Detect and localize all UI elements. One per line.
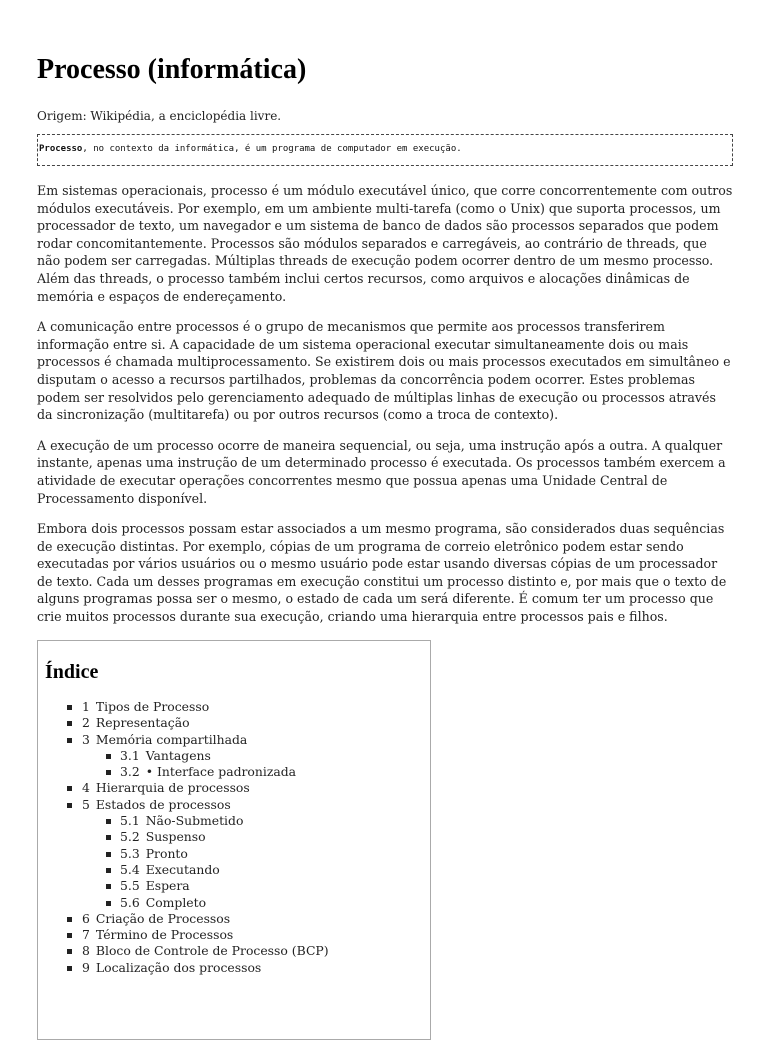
toc-item-number: 5.4 (120, 861, 140, 877)
toc-item-label[interactable]: Estados de processos (95, 796, 231, 812)
toc-item[interactable] (45, 895, 430, 911)
toc-item-label[interactable]: Hierarquia de processos (95, 780, 250, 796)
toc-item-label[interactable]: Memória compartilhada (95, 731, 248, 747)
toc-item-number: 3 (82, 731, 90, 747)
toc-item[interactable] (45, 732, 430, 748)
toc-item-label[interactable]: Executando (145, 861, 220, 877)
page-title: Processo (informática) (37, 54, 307, 85)
definition-text: , no contexto da informática, é um programa de computador em execução. (82, 144, 462, 154)
toc-item-label[interactable]: Bloco de Controle de Processo (BCP) (95, 943, 329, 959)
toc-item[interactable] (45, 927, 430, 943)
toc-item-number: 6 (82, 910, 90, 926)
paragraph-2: A comunicação entre processos é o grupo de mecanismos que permite aos processos transferirem informação entre si. A capacidade de um sistema operacional executar simultaneamente dois ou mais processos é chamada multiprocessamento. Se existirem dois ou mais processos executados em simultâneo e disputam o acesso a recursos partilhados, problemas da concorrência podem ocorrer. Estes problemas podem ser resolvidos pelo gerenciamento adequado de múltiplas linhas de execução ou processos através da sincronização (multitarefa) ou por outros recursos (como a troca de contexto). (37, 319, 731, 423)
toc-item-number: 5.3 (120, 845, 140, 861)
toc-item-label[interactable]: Suspenso (145, 829, 206, 845)
toc-item-number: 8 (82, 943, 90, 959)
toc-item-label[interactable]: Vantagens (145, 747, 211, 763)
toc-item[interactable] (45, 943, 430, 959)
origin-line: Origem: Wikipédia, a enciclopédia livre. (37, 109, 282, 123)
toc-item-number: 7 (82, 927, 90, 943)
toc-item-label[interactable]: Pronto (145, 845, 188, 861)
toc-item-label[interactable]: Completo (145, 894, 207, 910)
toc-item[interactable] (45, 960, 430, 976)
toc-item[interactable] (45, 748, 430, 764)
toc-item-label[interactable]: Representação (95, 715, 190, 731)
toc-item[interactable] (45, 780, 430, 796)
toc-item[interactable] (45, 715, 430, 731)
toc-item-number: 3.2 (120, 764, 140, 780)
toc-item-number: 4 (82, 780, 90, 796)
paragraph-1: Em sistemas operacionais, processo é um módulo executável único, que corre concorrentemente com outros módulos executáveis. Por exemplo, em um ambiente multi-tarefa (como o Unix) que suporta processos, um processador de texto, um navegador e um sistema de banco de dados são processos separados que podem rodar concomitantemente. Processos são módulos separados e carregáveis, ao contrário de threads, que não podem ser carregadas. Múltiplas threads de execução podem ocorrer dentro de um mesmo processo. Além das threads, o processo também inclui certos recursos, como arquivos e alocações dinâmicas de memória e espaços de endereçamento. (37, 183, 733, 304)
toc-item-label[interactable]: Término de Processos (95, 927, 234, 943)
article-body (37, 182, 733, 639)
table-of-contents (37, 640, 431, 1040)
toc-item[interactable] (45, 797, 430, 813)
toc-item-label[interactable]: Tipos de Processo (95, 699, 210, 714)
toc-item[interactable] (45, 911, 430, 927)
toc-item[interactable] (45, 699, 430, 715)
paragraph-4: Embora dois processos possam estar associados a um mesmo programa, são considerados duas sequências de execução distintas. Por exemplo, cópias de um programa de correio eletrônico podem estar sendo executadas por vários usuários ou o mesmo usuário pode estar usando diversas cópias de um processador de texto. Cada um desses programas em execução constitui um processo distinto e, por mais que o texto de alguns programas possa ser o mesmo, o estado de cada um será diferente. É comum ter um processo que crie muitos processos durante sua execução, criando uma hierarquia entre processos pais e filhos. (37, 521, 727, 625)
toc-item-label[interactable]: Criação de Processos (95, 910, 231, 926)
toc-item-number: 5 (82, 796, 90, 812)
toc-item-number: 2 (82, 715, 90, 731)
toc-item[interactable] (45, 846, 430, 862)
toc-item-number: 9 (82, 959, 90, 975)
toc-item[interactable] (45, 878, 430, 894)
toc-item-label[interactable]: Espera (145, 878, 190, 894)
toc-item[interactable] (45, 813, 430, 829)
toc-title: Índice (45, 661, 99, 683)
definition-box (37, 134, 733, 166)
definition-term: Processo (39, 144, 83, 154)
toc-item-number: 5.5 (120, 878, 140, 894)
toc-item[interactable] (45, 829, 430, 845)
toc-item[interactable] (45, 862, 430, 878)
toc-item-label[interactable]: • Interface padronizada (145, 764, 297, 780)
toc-item-number: 5.2 (120, 829, 140, 845)
toc-item-number: 1 (82, 699, 90, 714)
toc-item-number: 5.1 (120, 813, 140, 829)
toc-item-label[interactable]: Localização dos processos (95, 959, 262, 975)
toc-item-number: 5.6 (120, 894, 140, 910)
toc-item[interactable] (45, 764, 430, 780)
toc-item-number: 3.1 (120, 747, 140, 763)
toc-list (45, 699, 430, 976)
paragraph-3: A execução de um processo ocorre de maneira sequencial, ou seja, uma instrução após a outra. A qualquer instante, apenas uma instrução de um determinado processo é executada. Os processos também exercem a atividade de executar operações concorrentes mesmo que possua apenas uma Unidade Central de Processamento disponível. (37, 437, 726, 506)
toc-item-label[interactable]: Não-Submetido (145, 813, 244, 829)
